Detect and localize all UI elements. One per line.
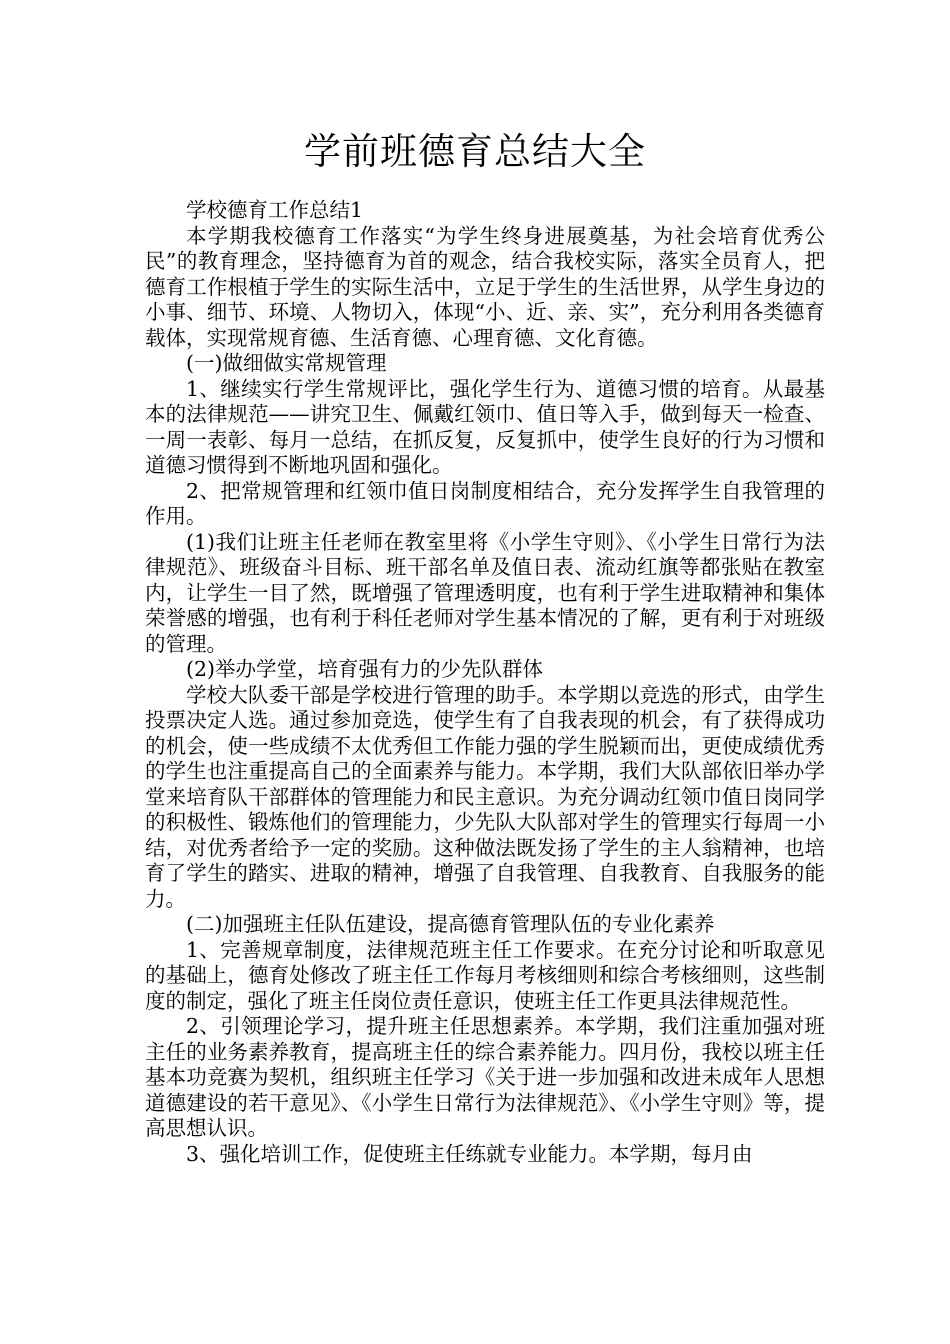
paragraph: 3、强化培训工作，促使班主任练就专业能力。本学期，每月由 (186, 1141, 753, 1166)
section-heading: 学校德育工作总结1 (186, 198, 364, 222)
paragraph: 学校大队委干部是学校进行管理的助手。本学期以竞选的形式，由学生投票决定人选。通过参加竞选，使学生有了自我表现的机会，有了获得成功的机会，使一些成绩不太优秀但工作能力强的学生脱颖而出，更使成绩优秀的学生也注重提高自己的全面素养与能力。本学期，我们大队部依旧举办学堂来培育队干部群体的管理能力和民主意识。为充分调动红领巾值日岗同学的积极性、锻炼他们的管理能力，少先队大队部对学生的管理实行每周一小结，对优秀者给予一定的奖励。这种做法既发扬了学生的主人翁精神，也培育了学生的踏实、进取的精神，增强了自我管理、自我教育、自我服务的能力。 (145, 682, 825, 911)
paragraph: (1)我们让班主任老师在教室里将《小学生守则》、《小学生日常行为法律规范》、班级奋斗目标、班干部名单及值日表、流动红旗等都张贴在教室内，让学生一目了然，既增强了管理透明度，也有利于学生进取精神和集体荣誉感的增强，也有利于科任老师对学生基本情况的了解，更有利于对班级的管理。 (145, 529, 825, 656)
paragraph: 1、继续实行学生常规评比，强化学生行为、道德习惯的培育。从最基本的法律规范——讲究卫生、佩戴红领巾、值日等入手，做到每天一检查、一周一表彰、每月一总结，在抓反复，反复抓中，使学生良好的行为习惯和道德习惯得到不断地巩固和强化。 (145, 376, 825, 477)
section-heading: (一)做细做实常规管理 (186, 351, 387, 375)
paragraph: 1、完善规章制度，法律规范班主任工作要求。在充分讨论和听取意见的基础上，德育处修改了班主任工作每月考核细则和综合考核细则，这些制度的制定，强化了班主任岗位责任意识，使班主任工作更具法律规范性。 (145, 937, 825, 1013)
section-heading: (二)加强班主任队伍建设，提高德育管理队伍的专业化素养 (186, 912, 715, 936)
document-title: 学前班德育总结大全 (304, 130, 646, 173)
paragraph: 本学期我校德育工作落实“为学生终身进展奠基，为社会培育优秀公民”的教育理念，坚持德育为首的观念，结合我校实际，落实全员育人，把德育工作根植于学生的实际生活中，立足于学生的生活世界，从学生身边的小事、细节、环境、人物切入，体现“小、近、亲、实”，充分利用各类德育载体，实现常规育德、生活育德、心理育德、文化育德。 (145, 223, 825, 350)
section-heading: (2)举办学堂，培育强有力的少先队群体 (186, 657, 544, 681)
document-body (145, 198, 825, 1167)
paragraph: 2、引领理论学习，提升班主任思想素养。本学期，我们注重加强对班主任的业务素养教育，提高班主任的综合素养能力。四月份，我校以班主任基本功竞赛为契机，组织班主任学习《关于进一步加强和改进未成年人思想道德建设的若干意见》、《小学生日常行为法律规范》、《小学生守则》等，提高思想认识。 (145, 1014, 825, 1140)
paragraph: 2、把常规管理和红领巾值日岗制度相结合，充分发挥学生自我管理的作用。 (145, 478, 825, 528)
